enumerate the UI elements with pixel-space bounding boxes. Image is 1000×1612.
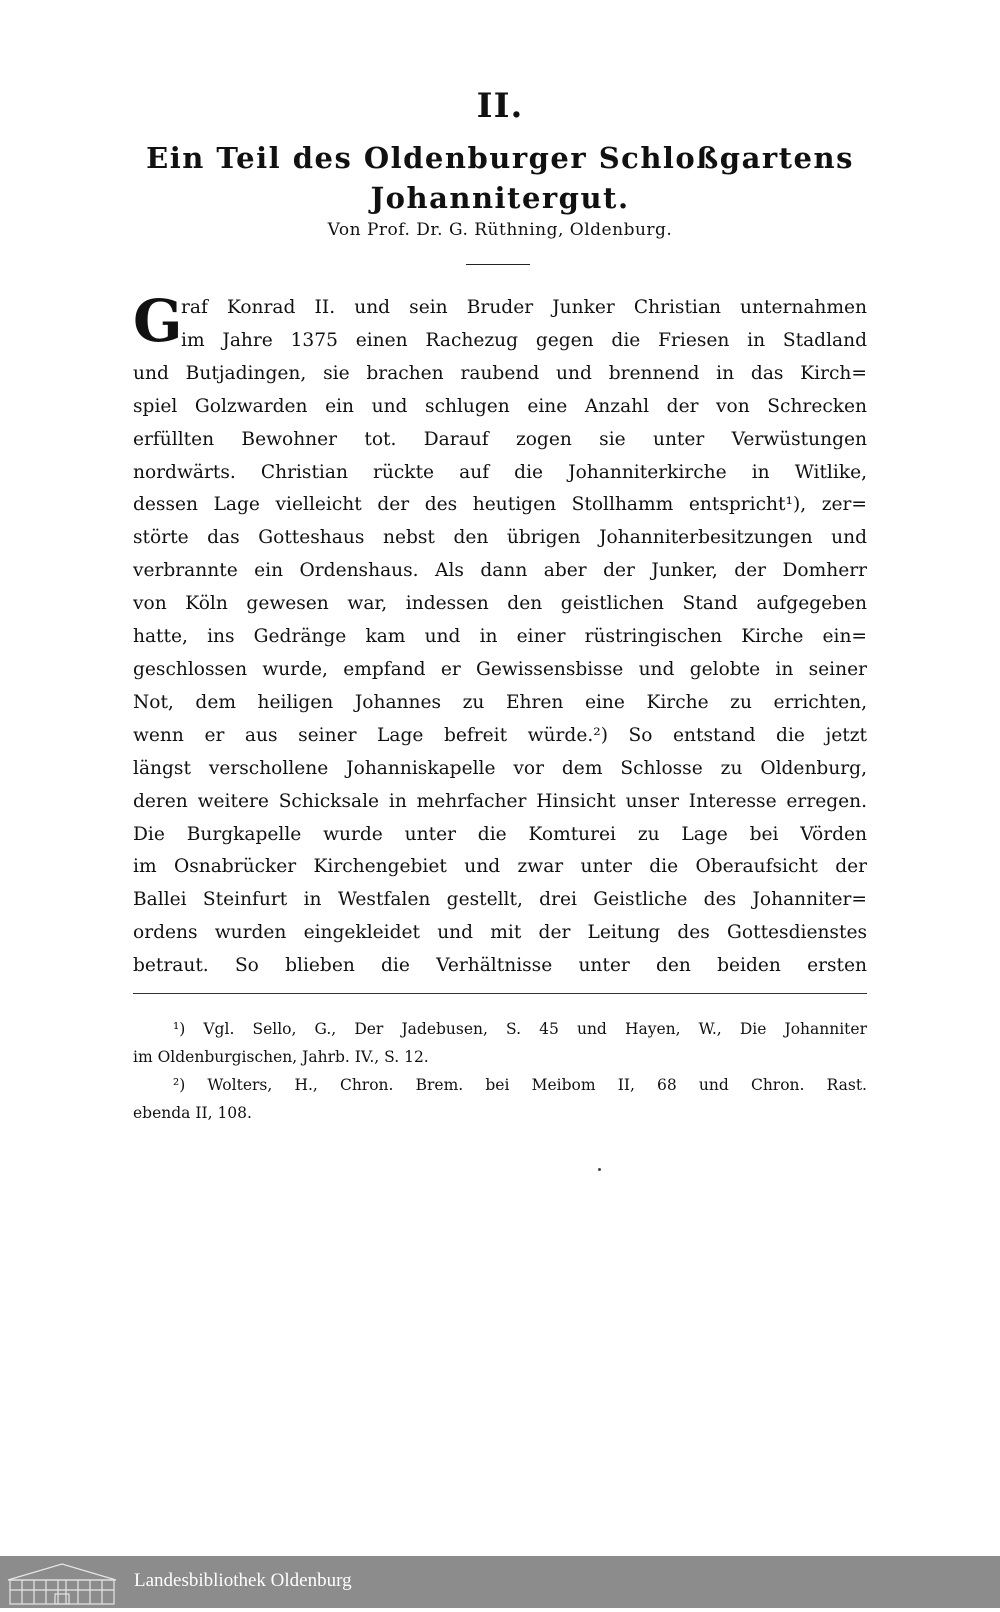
text-line: störte das Gotteshaus nebst den übrigen Johanniterbesitzungen und bbox=[133, 527, 867, 549]
article-title bbox=[130, 138, 870, 218]
text-line: von Köln gewesen war, indessen den geistlichen Stand aufgegeben bbox=[133, 593, 867, 615]
text-line: und Butjadingen, sie brachen raubend und brennend in das Kirch= bbox=[133, 362, 867, 384]
text-line: erfüllten Bewohner tot. Darauf zogen sie unter Verwüstungen bbox=[133, 428, 867, 450]
text-line: Ballei Steinfurt in Westfalen gestellt, drei Geistliche des Johanniter= bbox=[133, 889, 867, 911]
footnote-divider bbox=[133, 993, 867, 994]
text-line: nordwärts. Christian rückte auf die Johanniterkirche in Witlike, bbox=[133, 461, 867, 483]
library-building-icon bbox=[0, 1556, 124, 1608]
text-line: wenn er aus seiner Lage befreit würde.²) So entstand die jetzt bbox=[133, 724, 867, 746]
institution-name: Landesbibliothek Oldenburg bbox=[134, 1570, 352, 1591]
title-line-2: Johannitergut. bbox=[370, 181, 630, 215]
footer-bar bbox=[0, 1556, 1000, 1608]
author-byline: Von Prof. Dr. G. Rüthning, Oldenburg. bbox=[327, 220, 673, 240]
drop-cap-initial: G bbox=[133, 287, 183, 355]
text-line: betraut. So blieben die Verhältnisse unter den beiden ersten bbox=[133, 955, 867, 977]
text-line: längst verschollene Johanniskapelle vor dem Schlosse zu Oldenburg, bbox=[133, 757, 867, 779]
scan-speck bbox=[598, 1168, 601, 1171]
text-line: hatte, ins Gedränge kam und in einer rüstringischen Kirche ein= bbox=[133, 626, 867, 648]
text-line: deren weitere Schicksale in mehrfacher Hinsicht unser Interesse erregen. bbox=[133, 790, 867, 812]
body-text bbox=[133, 287, 867, 983]
text-line: raf Konrad II. und sein Bruder Junker Christian unternahmen bbox=[181, 297, 867, 318]
footnotes bbox=[133, 1015, 867, 1127]
text-line: spiel Golzwarden ein und schlugen eine Anzahl der von Schrecken bbox=[133, 395, 867, 417]
footnote-line: ebenda II, 108. bbox=[133, 1104, 252, 1122]
text-line: ordens wurden eingekleidet und mit der Leitung des Gottesdienstes bbox=[133, 922, 867, 944]
text-line: dessen Lage vielleicht der des heutigen Stollhamm entspricht¹), zer= bbox=[133, 494, 867, 516]
text-line: geschlossen wurde, empfand er Gewissensbisse und gelobte in seiner bbox=[133, 658, 867, 680]
title-divider bbox=[466, 264, 530, 265]
text-line: Die Burgkapelle wurde unter die Komturei zu Lage bei Vörden bbox=[133, 823, 867, 845]
text-line: im Jahre 1375 einen Rachezug gegen die Friesen in Stadland bbox=[181, 329, 867, 351]
text-line: verbrannte ein Ordenshaus. Als dann aber der Junker, der Domherr bbox=[133, 560, 867, 582]
footnote-line: ²) Wolters, H., Chron. Brem. bei Meibom II, 68 und Chron. Rast. bbox=[173, 1076, 867, 1094]
footnote-line: im Oldenburgischen, Jahrb. IV., S. 12. bbox=[133, 1048, 429, 1066]
footnote-line: ¹) Vgl. Sello, G., Der Jadebusen, S. 45 und Hayen, W., Die Johanniter bbox=[173, 1020, 867, 1038]
text-line: Not, dem heiligen Johannes zu Ehren eine Kirche zu errichten, bbox=[133, 691, 867, 713]
chapter-number: II. bbox=[476, 86, 524, 126]
title-line-1: Ein Teil des Oldenburger Schloßgartens bbox=[146, 141, 854, 175]
text-line: im Osnabrücker Kirchengebiet und zwar unter die Oberaufsicht der bbox=[133, 856, 867, 878]
